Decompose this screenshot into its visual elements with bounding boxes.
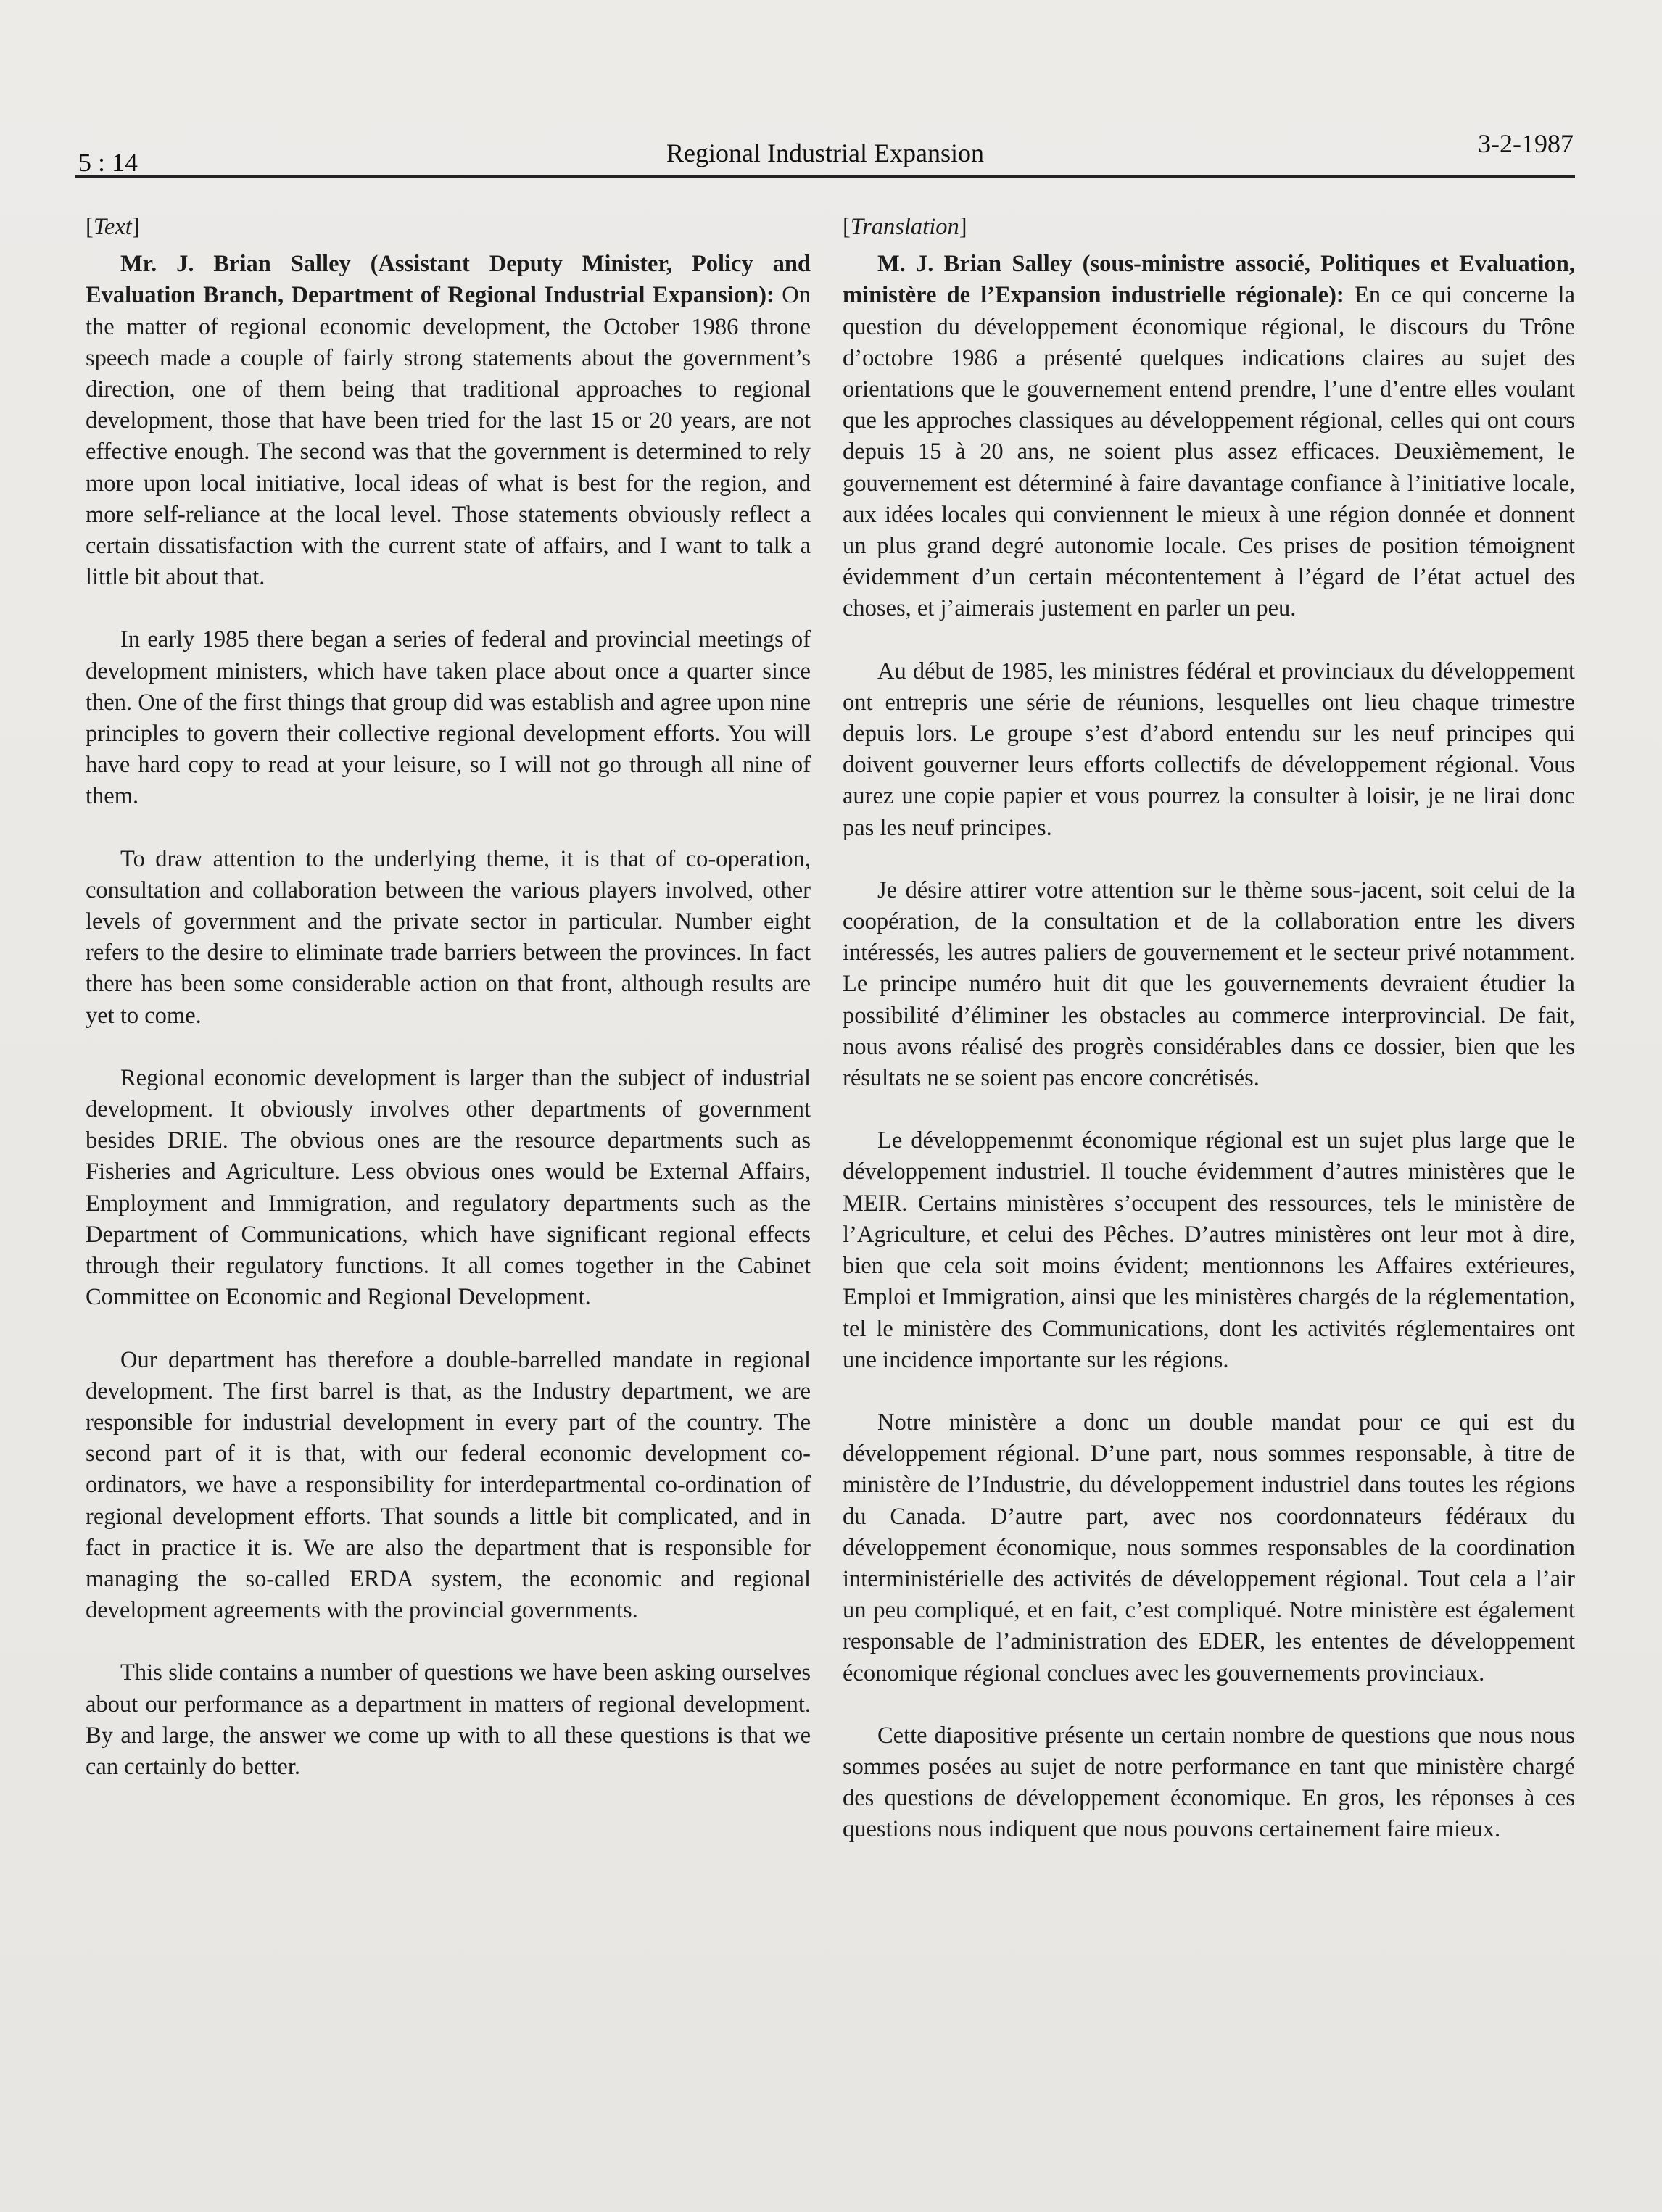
paragraph: Notre ministère a donc un double mandat pour ce qui est du développement régional. D’une part, nous sommes responsable, à titre de ministère de l’Industrie, du développement industriel dans toutes les régions du Canada. D’autre part, avec nos coordonnateurs fédéraux du développement économique, nous sommes responsables de la coordination interministérielle des activités de développement régional. Tout cela a l’air un peu compliqué, et en fait, c’est compliqué. Notre ministère est également responsable de l’administration des EDER, les ententes de développement économique régional conclues avec les gouvernements provinciaux. (843, 1409, 1575, 1686)
paragraph: In early 1985 there began a series of federal and provincial meetings of development ministers, which have taken place about once a quarter since then. One of the first things that group did was establish and agree upon nine principles to govern their collective regional development efforts. You will have hard copy to read at your leisure, so I will not go through all nine of them. (86, 626, 811, 810)
paragraph: Je désire attirer votre attention sur le thème sous-jacent, soit celui de la coopération, de la consultation et de la collaboration entre les divers intéressés, les autres paliers de gouvernement et le secteur privé notamment. Le principe numéro huit dit que les gouvernements devraient étudier la possibilité d’éliminer les obstacles au commerce interprovincial. De fait, nous avons réalisé des progrès considérables dans ce dossier, bien que les résultats ne se soient pas encore concrétisés. (843, 877, 1575, 1092)
paragraph: Regional economic development is larger than the subject of industrial development. It obviously involves other departments of government besides DRIE. The obvious ones are the resource departments such as Fisheries and Agriculture. Less obvious ones would be External Affairs, Employment and Immigration, and regulatory departments such as the Department of Communications, which have significant regional effects through their regulatory functions. It all comes together in the Cabinet Committee on Economic and Regional Development. (86, 1064, 811, 1311)
paragraph: Cette diapositive présente un certain nombre de questions que nous nous sommes posées au sujet de notre performance en tant que ministère chargé des questions de développement économique. En gros, les réponses à ces questions nous indiquent que nous pouvons certainement faire mieux. (843, 1722, 1575, 1843)
speaker-name: Mr. J. Brian Salley (Assistant Deputy Minister, Policy and Evaluation Branch, Department of Regional Industrial Expansion): (86, 251, 811, 309)
paragraph (86, 249, 811, 593)
section-tag-text: [Text] (86, 214, 140, 240)
speaker-name: M. J. Brian Salley (sous-ministre associé, Politiques et Evaluation, ministère de l’Expansion industrielle régionale): (843, 251, 1575, 309)
paragraph-text: On the matter of regional economic development, the October 1986 throne speech made a couple of fairly strong statements about the government’s direction, one of them being that traditional approaches to regional development, those that have been tried for the last 15 or 20 years, are not effective enough. The second was that the government is determined to rely more upon local initiative, local ideas of what is best for the region, and more self-reliance at the local level. Those statements obviously reflect a certain dissatisfaction with the current state of affairs, and I want to talk a little bit about that. (86, 282, 811, 591)
section-tag-translation: [Translation] (843, 214, 967, 240)
section-tag-label: Translation (850, 214, 959, 240)
paragraph (843, 249, 1575, 624)
paragraph: This slide contains a number of questions we have been asking ourselves about our performance as a department in matters of regional development. By and large, the answer we come up with to all these questions is that we can certainly do better. (86, 1660, 811, 1780)
section-tag-label: Text (93, 214, 132, 240)
document-date: 3-2-1987 (1478, 129, 1574, 158)
paragraph: Au début de 1985, les ministres fédéral et provinciaux du développement ont entrepris une série de réunions, lesquelles ont lieu chaque trimestre depuis lors. Le groupe s’est d’abord entendu sur les neuf principes qui doivent gouverner leurs efforts collectifs de développement régional. Vous aurez une copie papier et vous pourrez la consulter à loisir, je ne lirai donc pas les neuf principes. (843, 658, 1575, 841)
paragraph: To draw attention to the underlying theme, it is that of co-operation, consultation and collaboration between the various players involved, other levels of government and the private sector in particular. Number eight refers to the desire to eliminate trade barriers between the provinces. In fact there has been some considerable action on that front, although results are yet to come. (86, 845, 811, 1029)
page-number: 5 : 14 (78, 148, 138, 177)
french-column (843, 212, 1575, 1846)
document-title: Regional Industrial Expansion (666, 138, 984, 167)
running-header (75, 128, 1575, 178)
paragraph: Le développemenmt économique régional est un sujet plus large que le développement industriel. Il touche évidemment d’autres ministères que le MEIR. Certains ministères s’occupent des ressources, tels le ministère de l’Agriculture, et celui des Pêches. D’autres ministères ont leur mot à dire, bien que cela soit moins évident; mentionnons les Affaires extérieures, Emploi et Immigration, ainsi que les ministères chargés de la réglementation, tel le ministère des Communications, dont les activités réglementaires ont une incidence importante sur les régions. (843, 1127, 1575, 1373)
english-column (86, 212, 811, 1783)
paragraph-text: En ce qui concerne la question du développement économique régional, le discours du Trône d’octobre 1986 a présenté quelques indications claires au sujet des orientations que le gouvernement entend prendre, l’une d’entre elles voulant que les approches classiques au développement régional, celles qui ont cours depuis 15 à 20 ans, ne soient plus assez efficaces. Deuxièmement, le gouvernement est déterminé à faire davantage confiance à l’initiative locale, aux idées locales qui conviennent le mieux à une région donnée et donnent un plus grand degré autonomie locale. Ces prises de position témoignent évidemment d’un certain mécontentement à l’égard de l’état actuel des choses, et j’aimerais justement en parler un peu. (843, 282, 1575, 622)
paragraph: Our department has therefore a double-barrelled mandate in regional development. The first barrel is that, as the Industry department, we are responsible for industrial development in every part of the country. The second part of it is that, with our federal economic development co-ordinators, we have a responsibility for interdepartmental co-ordination of regional development efforts. That sounds a little bit complicated, and in fact in practice it is. We are also the department that is responsible for managing the so-called ERDA system, the economic and regional development agreements with the provincial governments. (86, 1346, 811, 1624)
